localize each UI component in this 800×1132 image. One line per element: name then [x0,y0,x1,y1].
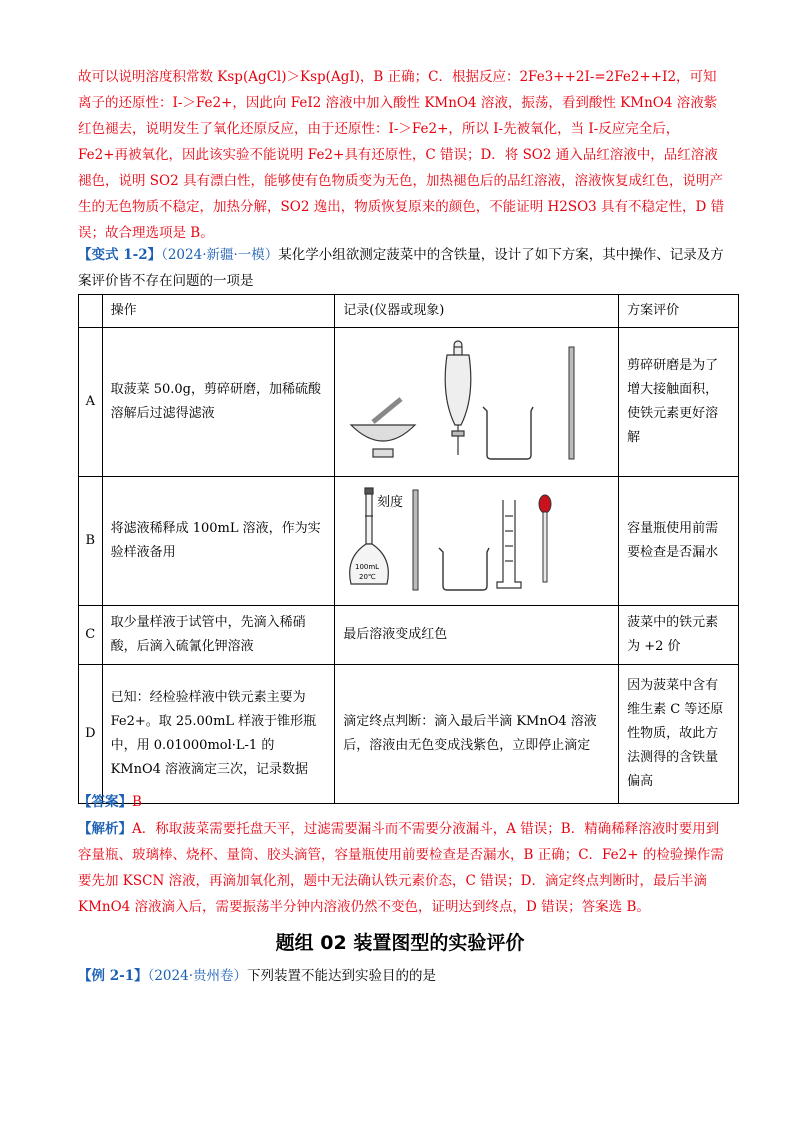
table-row-b [79,477,739,606]
separatory-funnel-icon [445,341,471,455]
table-header-row [79,295,739,328]
example-tag: 【例 2-1】 [78,968,148,984]
flask-scale-label: 刻度 [377,495,404,510]
answer-value: B [132,794,142,810]
answer-line [78,790,142,814]
apparatus-set-a-icon [343,337,603,467]
beaker-icon [439,548,489,590]
table-row-c [79,606,739,665]
header-cell-evaluation: 方案评价 [619,295,739,328]
row-operation: 将滤液稀释成 100mL 溶液，作为实验样液备用 [102,477,335,606]
row-record-apparatus [335,328,619,477]
variant-question [78,242,728,294]
glass-rod-icon [413,490,418,590]
analysis-tag: 【解析】 [78,821,132,837]
row-evaluation: 因为菠菜中含有维生素 C 等还原性物质，故此方法测得的含铁量偏高 [619,665,739,804]
row-operation: 取菠菜 50.0g，剪碎研磨，加稀硫酸溶解后过滤得滤液 [102,328,335,477]
answer-tag: 【答案】 [78,794,132,810]
apparatus-set-b-icon [343,486,603,596]
row-label: C [79,606,103,665]
glass-rod-icon [569,347,574,459]
options-table [78,294,739,804]
flask-volume-label: 100mL [355,563,380,571]
example-source: （2024·贵州卷） [147,968,247,984]
header-cell-operation: 操作 [102,295,335,328]
header-cell-blank [79,295,103,328]
beaker-icon [483,407,533,459]
row-evaluation: 菠菜中的铁元素为 +2 价 [619,606,739,665]
variant-question-text: 某化学小组欲测定菠菜中的含铁量，设计了如下方案，其中操作、记录及方案评价皆不存在问题的一项是 [78,247,724,289]
previous-solution-paragraph: 故可以说明溶度积常数 Ksp(AgCl)＞Ksp(AgI)，B 正确；C．根据反应：2Fe3++2I-=2Fe2++I2，可知离子的还原性：I-＞Fe2+，因此向 FeI2 溶液中加入酸性 KMnO4 溶液，振荡，看到酸性 KMnO4 溶液紫红色褪去，说明发生了氧化还原反应，由于还原性：I-＞Fe2+，所以 I-先被氧化，当 I-反应完全后，Fe2+再被氧化，因此该实验不能说明 Fe2+具有还原性，C 错误；D．将 SO2 通入品红溶液中，品红溶液褪色，说明 SO2 具有漂白性，能够使有色物质变为无色，加热褪色后的品红溶液，溶液恢复成红色，说明产生的无色物质不稳定，加热分解，SO2 逸出，物质恢复原来的颜色，不能证明 H2SO3 具有不稳定性，D 错误；故合理选项是 B。 [78,69,725,241]
variant-source: （2024·新疆·一模） [161,247,279,263]
row-evaluation: 剪碎研磨是为了增大接触面积，使铁元素更好溶解 [619,328,739,477]
variant-tag: 【变式 1-2】 [78,247,162,263]
graduated-cylinder-icon [497,500,521,588]
row-record-apparatus [335,477,619,606]
row-record: 最后溶液变成红色 [335,606,619,665]
dropper-icon [539,495,551,582]
table-row-d [79,665,739,804]
row-record: 滴定终点判断：滴入最后半滴 KMnO4 溶液后，溶液由无色变成浅紫色，立即停止滴定 [335,665,619,804]
row-operation: 取少量样液于试管中，先滴入稀硝酸，后滴入硫氰化钾溶液 [102,606,335,665]
row-label: D [79,665,103,804]
row-operation: 已知：经检验样液中铁元素主要为 Fe2+。取 25.00mL 样液于锥形瓶中，用 0.01000mol·L-1 的 KMnO4 溶液滴定三次，记录数据 [102,665,335,804]
header-cell-record: 记录(仪器或现象) [335,295,619,328]
example-question-text: 下列装置不能达到实验目的的是 [247,968,436,984]
flask-temp-label: 20℃ [359,573,376,581]
row-label: A [79,328,103,477]
mortar-pestle-icon [351,399,415,457]
section-heading: 题组 02 装置图型的实验评价 [275,932,525,954]
example-question [78,964,436,988]
row-label: B [79,477,103,606]
analysis-text: A．称取菠菜需要托盘天平，过滤需要漏斗而不需要分液漏斗，A 错误；B．精确稀释溶液时要用到容量瓶、玻璃棒、烧杯、量筒、胶头滴管，容量瓶使用前要检查是否漏水，B 正确；C．Fe2+ 的检验操作需要先加 KSCN 溶液，再滴加氧化剂，题中无法确认铁元素价态，C 错误；D．滴定终点判断时，最后半滴 KMnO4 溶液滴入后，需要振荡半分钟内溶液仍然不变色，证明达到终点，D 错误；答案选 B。 [78,821,724,915]
table-row-a [79,328,739,477]
analysis-paragraph [78,816,728,920]
row-evaluation: 容量瓶使用前需要检查是否漏水 [619,477,739,606]
